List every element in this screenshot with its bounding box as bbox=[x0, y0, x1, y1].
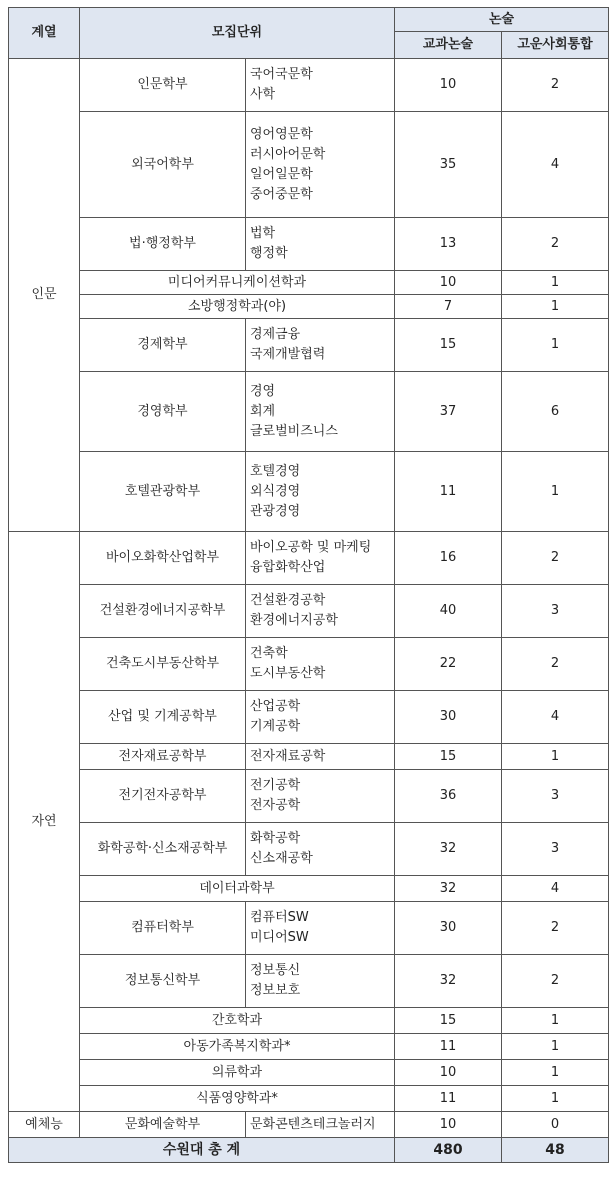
table-row bbox=[9, 319, 609, 372]
integrated-count: 1 bbox=[502, 452, 609, 532]
major-cell: 국어국문학 사학 bbox=[246, 59, 395, 112]
subject-essay-count: 36 bbox=[395, 770, 502, 823]
table-row bbox=[9, 585, 609, 638]
major-cell: 화학공학 신소재공학 bbox=[246, 823, 395, 876]
header-essay-group: 논술 bbox=[395, 8, 609, 32]
department-cell: 산업 및 기계공학부 bbox=[80, 691, 246, 744]
header-integrated: 고운사회통합 bbox=[502, 32, 609, 59]
major-cell: 전자재료공학 bbox=[246, 744, 395, 770]
table-row bbox=[9, 372, 609, 452]
department-cell: 경제학부 bbox=[80, 319, 246, 372]
subject-essay-count: 15 bbox=[395, 319, 502, 372]
table-row bbox=[9, 1086, 609, 1112]
table-row bbox=[9, 691, 609, 744]
subject-essay-count: 22 bbox=[395, 638, 502, 691]
table-row bbox=[9, 955, 609, 1008]
total-integrated: 48 bbox=[502, 1138, 609, 1163]
subject-essay-count: 15 bbox=[395, 1008, 502, 1034]
department-cell: 바이오화학산업학부 bbox=[80, 532, 246, 585]
integrated-count: 3 bbox=[502, 770, 609, 823]
table-row bbox=[9, 532, 609, 585]
subject-essay-count: 11 bbox=[395, 1034, 502, 1060]
integrated-count: 4 bbox=[502, 112, 609, 218]
subject-essay-count: 32 bbox=[395, 955, 502, 1008]
department-cell: 인문학부 bbox=[80, 59, 246, 112]
department-cell: 식품영양학과* bbox=[80, 1086, 395, 1112]
major-cell: 건축학 도시부동산학 bbox=[246, 638, 395, 691]
table-row bbox=[9, 59, 609, 112]
major-cell: 컴퓨터SW 미디어SW bbox=[246, 902, 395, 955]
category-cell: 인문 bbox=[9, 59, 80, 532]
department-cell: 간호학과 bbox=[80, 1008, 395, 1034]
table-row bbox=[9, 770, 609, 823]
department-cell: 아동가족복지학과* bbox=[80, 1034, 395, 1060]
subject-essay-count: 10 bbox=[395, 1112, 502, 1138]
integrated-count: 1 bbox=[502, 271, 609, 295]
integrated-count: 0 bbox=[502, 1112, 609, 1138]
department-cell: 전기전자공학부 bbox=[80, 770, 246, 823]
table-row bbox=[9, 1034, 609, 1060]
subject-essay-count: 16 bbox=[395, 532, 502, 585]
department-cell: 정보통신학부 bbox=[80, 955, 246, 1008]
table-body bbox=[9, 59, 609, 1138]
subject-essay-count: 11 bbox=[395, 1086, 502, 1112]
header-row-1 bbox=[9, 8, 609, 32]
major-cell: 문화콘텐츠테크놀러지 bbox=[246, 1112, 395, 1138]
subject-essay-count: 35 bbox=[395, 112, 502, 218]
integrated-count: 1 bbox=[502, 1060, 609, 1086]
integrated-count: 1 bbox=[502, 1086, 609, 1112]
subject-essay-count: 37 bbox=[395, 372, 502, 452]
subject-essay-count: 40 bbox=[395, 585, 502, 638]
department-cell: 의류학과 bbox=[80, 1060, 395, 1086]
major-cell: 바이오공학 및 마케팅 융합화학산업 bbox=[246, 532, 395, 585]
table-row bbox=[9, 902, 609, 955]
major-cell: 경제금융 국제개발협력 bbox=[246, 319, 395, 372]
table-row bbox=[9, 876, 609, 902]
major-cell: 영어영문학 러시아어문학 일어일문학 중어중문학 bbox=[246, 112, 395, 218]
major-cell: 법학 행정학 bbox=[246, 218, 395, 271]
department-cell: 컴퓨터학부 bbox=[80, 902, 246, 955]
department-cell: 건축도시부동산학부 bbox=[80, 638, 246, 691]
subject-essay-count: 30 bbox=[395, 902, 502, 955]
integrated-count: 3 bbox=[502, 823, 609, 876]
department-cell: 화학공학·신소재공학부 bbox=[80, 823, 246, 876]
table-row bbox=[9, 452, 609, 532]
table-row bbox=[9, 638, 609, 691]
major-cell: 호텔경영 외식경영 관광경영 bbox=[246, 452, 395, 532]
total-row bbox=[9, 1138, 609, 1163]
table-row bbox=[9, 112, 609, 218]
department-cell: 전자재료공학부 bbox=[80, 744, 246, 770]
department-cell: 데이터과학부 bbox=[80, 876, 395, 902]
table-row bbox=[9, 271, 609, 295]
integrated-count: 1 bbox=[502, 295, 609, 319]
integrated-count: 3 bbox=[502, 585, 609, 638]
subject-essay-count: 10 bbox=[395, 1060, 502, 1086]
integrated-count: 2 bbox=[502, 218, 609, 271]
category-cell: 예체능 bbox=[9, 1112, 80, 1138]
major-cell: 전기공학 전자공학 bbox=[246, 770, 395, 823]
integrated-count: 2 bbox=[502, 59, 609, 112]
subject-essay-count: 10 bbox=[395, 271, 502, 295]
subject-essay-count: 15 bbox=[395, 744, 502, 770]
integrated-count: 6 bbox=[502, 372, 609, 452]
subject-essay-count: 32 bbox=[395, 823, 502, 876]
integrated-count: 2 bbox=[502, 638, 609, 691]
integrated-count: 4 bbox=[502, 691, 609, 744]
integrated-count: 1 bbox=[502, 1034, 609, 1060]
major-cell: 정보통신 정보보호 bbox=[246, 955, 395, 1008]
department-cell: 미디어커뮤니케이션학과 bbox=[80, 271, 395, 295]
admission-quota-table bbox=[8, 7, 609, 1163]
header-unit: 모집단위 bbox=[80, 8, 395, 59]
table-row bbox=[9, 1008, 609, 1034]
department-cell: 법·행정학부 bbox=[80, 218, 246, 271]
table-row bbox=[9, 744, 609, 770]
department-cell: 경영학부 bbox=[80, 372, 246, 452]
total-essay: 480 bbox=[395, 1138, 502, 1163]
integrated-count: 1 bbox=[502, 319, 609, 372]
subject-essay-count: 32 bbox=[395, 876, 502, 902]
subject-essay-count: 13 bbox=[395, 218, 502, 271]
integrated-count: 2 bbox=[502, 955, 609, 1008]
integrated-count: 2 bbox=[502, 902, 609, 955]
table-row bbox=[9, 1060, 609, 1086]
table-row bbox=[9, 218, 609, 271]
table-row bbox=[9, 295, 609, 319]
subject-essay-count: 7 bbox=[395, 295, 502, 319]
subject-essay-count: 10 bbox=[395, 59, 502, 112]
admission-table-container bbox=[8, 7, 609, 1163]
integrated-count: 1 bbox=[502, 1008, 609, 1034]
integrated-count: 4 bbox=[502, 876, 609, 902]
header-subject-essay: 교과논술 bbox=[395, 32, 502, 59]
department-cell: 건설환경에너지공학부 bbox=[80, 585, 246, 638]
header-category: 계열 bbox=[9, 8, 80, 59]
category-cell: 자연 bbox=[9, 532, 80, 1112]
integrated-count: 1 bbox=[502, 744, 609, 770]
department-cell: 호텔관광학부 bbox=[80, 452, 246, 532]
department-cell: 외국어학부 bbox=[80, 112, 246, 218]
table-row bbox=[9, 823, 609, 876]
major-cell: 건설환경공학 환경에너지공학 bbox=[246, 585, 395, 638]
subject-essay-count: 11 bbox=[395, 452, 502, 532]
table-row bbox=[9, 1112, 609, 1138]
subject-essay-count: 30 bbox=[395, 691, 502, 744]
department-cell: 소방행정학과(야) bbox=[80, 295, 395, 319]
major-cell: 경영 회계 글로벌비즈니스 bbox=[246, 372, 395, 452]
major-cell: 산업공학 기계공학 bbox=[246, 691, 395, 744]
integrated-count: 2 bbox=[502, 532, 609, 585]
department-cell: 문화예술학부 bbox=[80, 1112, 246, 1138]
total-label: 수원대 총 계 bbox=[9, 1138, 395, 1163]
